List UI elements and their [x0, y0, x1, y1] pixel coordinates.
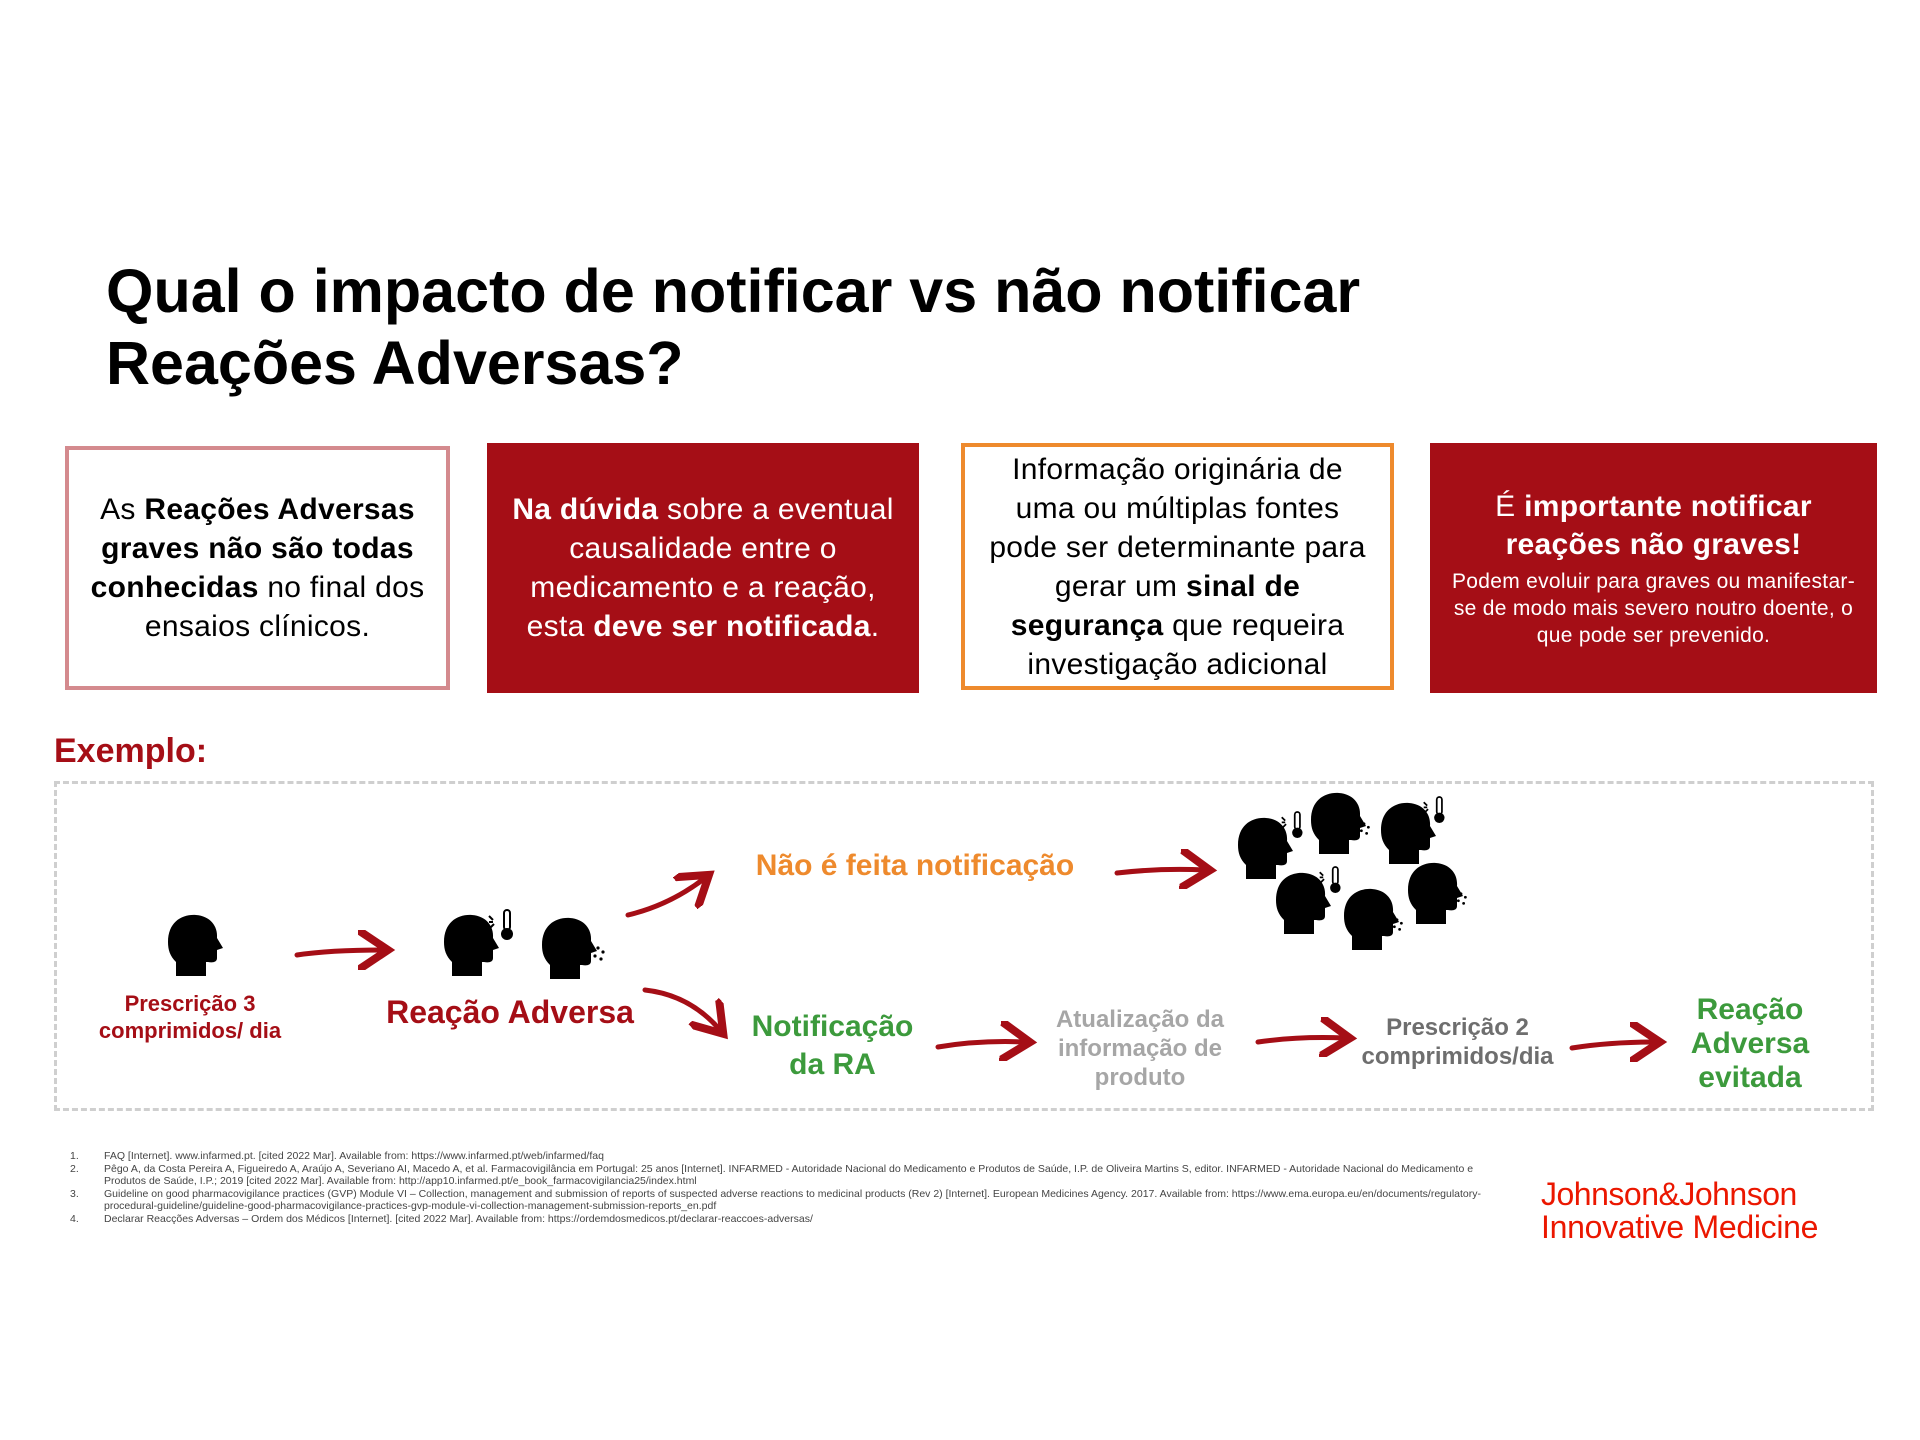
- label-prescription-3: Prescrição 3 comprimidos/ dia: [98, 991, 282, 1043]
- reference-number: 4.: [70, 1212, 79, 1225]
- reference-text: Guideline on good pharmacovigilance practices (GVP) Module VI – Collection, management and submission of reports of suspected adverse reactions to medicinal products (Rev 2) [Internet]. European Medicines Agency. 2017. Available from: https://www.ema.europa.eu/en/documents/regulatory-procedural-guideline/guideline-good-pharmacovigilance-practices-gvp-module-vi-collection-management-submission-reports_en.pdf: [104, 1187, 1482, 1212]
- cough-dots-icon: [1356, 822, 1372, 836]
- label-avoided-line3: evitada: [1698, 1061, 1802, 1094]
- label-notification-line2: da RA: [789, 1048, 876, 1081]
- slide-title-line2: Reações Adversas?: [106, 329, 684, 397]
- jj-logo-subtitle: Innovative Medicine: [1541, 1209, 1819, 1245]
- box-text: Informação originária de uma ou múltiplas fontes pode ser determinante para gerar um: [989, 452, 1366, 603]
- label-product-info-update: Atualização da informação de produto: [1055, 1006, 1225, 1091]
- label-notification: [735, 1008, 930, 1084]
- label-prescription-2: Prescrição 2 comprimidos/dia: [1361, 1014, 1554, 1070]
- example-heading: Exemplo:: [54, 732, 208, 770]
- reference-text: Pêgo A, da Costa Pereira A, Figueiredo A, Araújo A, Severiano AI, Macedo A, et al. Farmacovigilância em Portugal: 25 anos [Internet]. INFARMED - Autoridade Nacional do Medicamento e Produtos de Saúde, I.P. de Oliveira Martins S, editor. INFARMED - Autoridade Nacional do Medicamento e Produtos de Saúde, I.P.; 2019 [cited 2022 Mar]. Available from: http://app10.infarmed.pt/e_book_farmacovigilancia25/index.html: [104, 1162, 1474, 1187]
- box-text: As: [100, 493, 145, 526]
- box-small-text: Podem evoluir para graves ou manifestar-se de modo mais severo noutro doente, o que pode ser prevenido.: [1451, 569, 1856, 647]
- box-bold-text: sinal de segurança: [1010, 569, 1301, 642]
- label-notification-line1: Notificação: [751, 1010, 914, 1043]
- box-bold-text: deve ser notificada: [593, 610, 871, 643]
- reference-number: 3.: [70, 1187, 79, 1200]
- reference-item: [70, 1213, 1490, 1226]
- reference-item: [70, 1150, 1490, 1163]
- label-no-notification: Não é feita notificação: [755, 849, 1075, 882]
- reference-number: 1.: [70, 1150, 79, 1162]
- info-box-doubt-notify: [487, 443, 919, 693]
- reference-text: FAQ [Internet]. www.infarmed.pt. [cited 2022 Mar]. Available from: https://www.infarmed.pt/web/infarmed/faq: [104, 1150, 604, 1162]
- thermometer-icon: [1280, 810, 1306, 840]
- jj-logo-wordmark: Johnson&Johnson: [1541, 1176, 1797, 1212]
- label-avoided-line2: Adversa: [1690, 1027, 1810, 1060]
- cough-dots-icon: [1453, 892, 1469, 906]
- box-text: !: [1791, 527, 1802, 561]
- label-adverse-reaction: Reação Adversa: [386, 994, 634, 1030]
- box-text: que requeira investigação adicional: [1027, 608, 1345, 681]
- example-frame: [54, 781, 1874, 1111]
- box-bold-text: importante notificar reações não graves: [1505, 489, 1812, 561]
- slide-title: [106, 255, 1606, 399]
- box-bold-text: Na dúvida: [512, 493, 659, 526]
- reference-item: [70, 1188, 1490, 1213]
- label-avoided-line1: Reação: [1696, 993, 1804, 1026]
- box-text: no final dos ensaios clínicos.: [144, 571, 425, 643]
- thermometer-icon: [487, 908, 517, 942]
- info-box-non-serious: [1430, 443, 1877, 693]
- head-icon: [162, 912, 226, 978]
- box-text: sobre a eventual causalidade entre o medicamento e a reação, esta: [526, 493, 894, 643]
- info-box-unknown-reactions: [65, 446, 450, 690]
- slide-title-line1: Qual o impacto de notificar vs não notificar: [106, 257, 1361, 325]
- box-bold-text: Reações Adversas graves não são todas conhecidas: [90, 493, 415, 604]
- reference-number: 2.: [70, 1162, 79, 1175]
- reference-text: Declarar Reacções Adversas – Ordem dos Médicos [Internet]. [cited 2022 Mar]. Available from: https://ordemdosmedicos.pt/declarar-reaccoes-adversas/: [104, 1212, 813, 1225]
- box-text: .: [870, 610, 880, 643]
- label-reaction-avoided: [1645, 993, 1855, 1095]
- reference-item: [70, 1163, 1490, 1188]
- thermometer-icon: [1422, 795, 1448, 825]
- info-box-safety-signal: [961, 443, 1394, 690]
- cough-dots-icon: [589, 946, 607, 962]
- box-text: É: [1495, 489, 1525, 523]
- references: [70, 1150, 1490, 1225]
